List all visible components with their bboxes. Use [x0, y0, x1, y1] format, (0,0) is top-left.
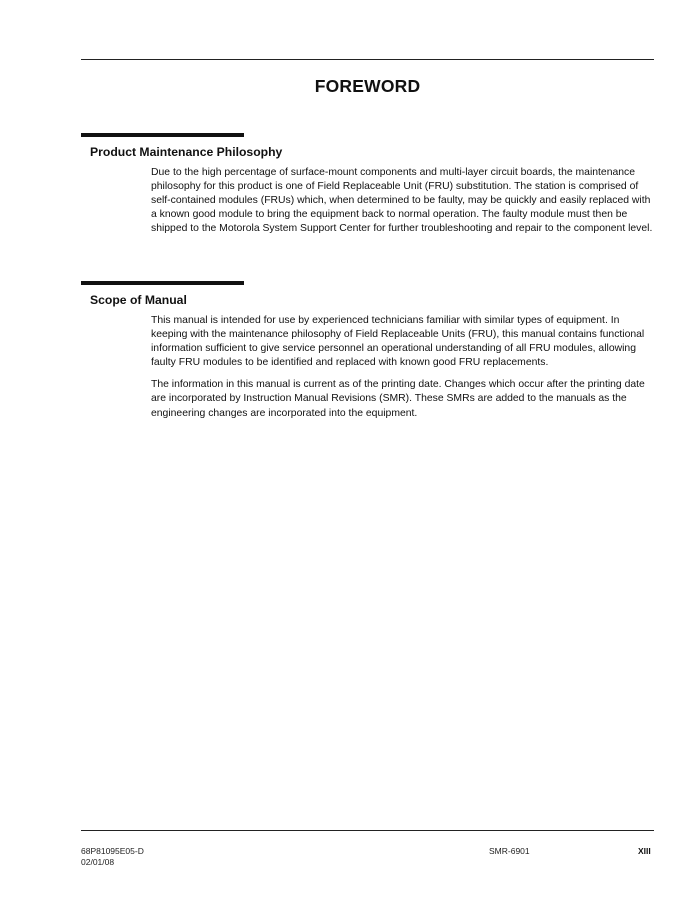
section-rule-product-maintenance — [81, 133, 244, 137]
footer-page-number: XIII — [638, 846, 651, 856]
paragraph: This manual is intended for use by experienced technicians familiar with similar types of equipment. In keeping with the maintenance philosophy of Field Replaceable Units (FRU), this manual contains functional information sufficient to give service personnel an operational understanding of all FRU modules, allowing faulty FRU modules to be identified and replaced with known good FRU replacements. — [151, 315, 645, 369]
footer-revision: SMR-6901 — [489, 846, 530, 856]
paragraph: Due to the high percentage of surface-mount components and multi-layer circuit boards, the maintenance philosophy for this product is one of Field Replaceable Unit (FRU) substitution. The station is comprised of self-contained modules (FRUs) which, when determined to be faulty, may be quickly and easily replaced with a known good module to bring the equipment back to normal operation. The faulty module must then be shipped to the Motorola System Support Center for further troubleshooting and repair to the component level. — [151, 167, 653, 235]
footer-doc-info — [81, 846, 144, 868]
footer-doc-number: 68P81095E05-D — [81, 846, 144, 856]
section-heading-product-maintenance: Product Maintenance Philosophy — [90, 145, 283, 159]
page-title: FOREWORD — [314, 76, 421, 96]
header-rule — [81, 59, 654, 60]
footer-rule — [81, 830, 654, 831]
section-heading-scope-of-manual: Scope of Manual — [90, 293, 187, 307]
footer-date: 02/01/08 — [81, 857, 115, 867]
section-body-scope-of-manual — [151, 314, 657, 429]
section-body-product-maintenance — [151, 166, 657, 244]
paragraph: The information in this manual is current as of the printing date. Changes which occur after the printing date are incorporated by Instruction Manual Revisions (SMR). These SMRs are added to the manuals as the engineering changes are incorporated into the equipment. — [151, 379, 645, 419]
section-rule-scope-of-manual — [81, 281, 244, 285]
